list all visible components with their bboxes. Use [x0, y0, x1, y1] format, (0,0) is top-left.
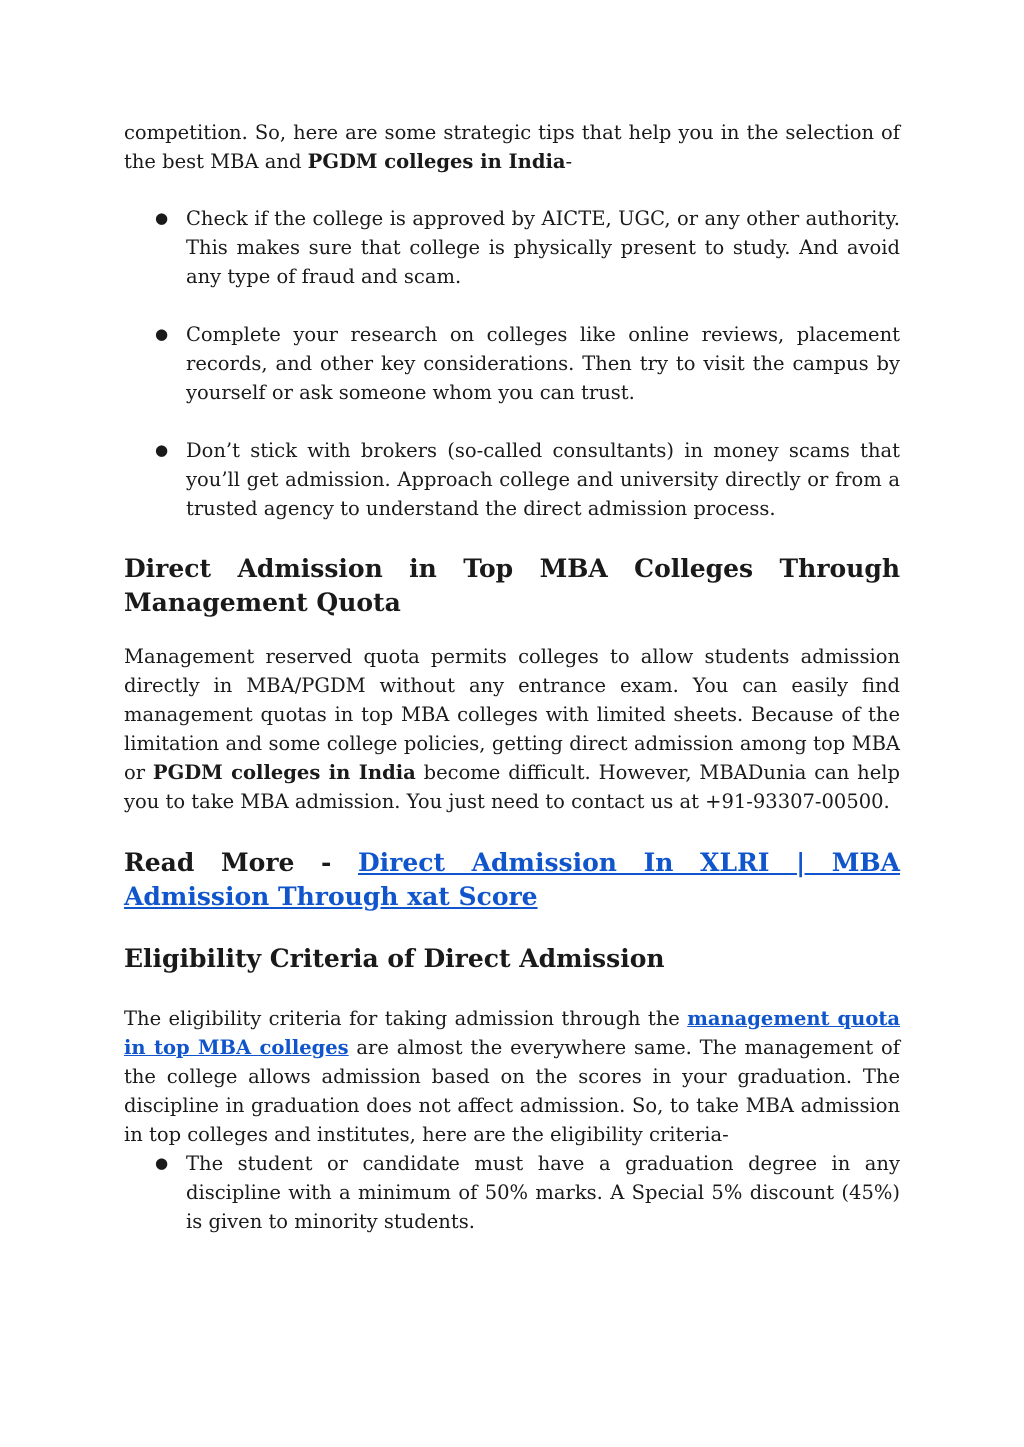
- read-more-link[interactable]: Direct Admission In XLRI | MBA Admission Through xat Score: [124, 848, 900, 911]
- list-item: [124, 320, 900, 407]
- list-item-text: Don’t stick with brokers (so-called consultants) in money scams that you’ll get admission. Approach college and university directly or from a trusted agency to understand the direct admission process.: [186, 439, 900, 520]
- intro-paragraph: [124, 118, 900, 176]
- heading-eligibility: Eligibility Criteria of Direct Admission: [124, 944, 665, 973]
- bullet-icon: ●: [155, 209, 169, 227]
- eligibility-text: The eligibility criteria for taking admission through the: [124, 1007, 688, 1030]
- direct-text: Management reserved quota permits colleges to allow students admission directly in MBA/PGDM without any entrance exam. You can easily find management quotas in top MBA colleges with limited sheets. Because of the limitation and some college policies, getting direct admission among top MBA or: [124, 645, 900, 784]
- intro-text: competition. So, here are some strategic tips that help you in the selection of the best MBA and: [124, 121, 900, 173]
- list-item: [124, 1149, 900, 1236]
- list-item-text: Check if the college is approved by AICTE, UGC, or any other authority. This makes sure that college is physically present to study. And avoid any type of fraud and scam.: [186, 207, 900, 288]
- management-quota-link[interactable]: management quota in top MBA colleges: [124, 1007, 900, 1059]
- list-item: [124, 204, 900, 291]
- bullet-icon: ●: [155, 1154, 169, 1172]
- document-page: [124, 118, 900, 1265]
- heading-direct-admission: Direct Admission in Top MBA Colleges Through Management Quota: [124, 554, 900, 617]
- eligibility-text-end: are almost the everywhere same. The management of the college allows admission based on the scores in your graduation. The discipline in graduation does not affect admission. So, to take MBA admission in top colleges and institutes, here are the eligibility criteria-: [124, 1036, 900, 1146]
- bullet-icon: ●: [155, 441, 169, 459]
- tips-list: [124, 204, 900, 523]
- read-more-prefix: Read More -: [124, 848, 358, 877]
- direct-bold-phrase: PGDM colleges in India: [152, 761, 416, 784]
- direct-admission-paragraph: [124, 642, 900, 816]
- read-more-heading: [124, 846, 900, 914]
- eligibility-paragraph: [124, 1004, 900, 1149]
- intro-text-end: -: [565, 150, 573, 173]
- direct-text-end: become difficult. However, MBADunia can help you to take MBA admission. You just need to contact us at +91-93307-00500.: [124, 761, 900, 813]
- list-item-text: Complete your research on colleges like online reviews, placement records, and other key considerations. Then try to visit the campus by yourself or ask someone whom you can trust.: [186, 323, 900, 404]
- list-item: [124, 436, 900, 523]
- criteria-list: [124, 1149, 900, 1236]
- intro-bold-phrase: PGDM colleges in India: [307, 150, 566, 173]
- bullet-icon: ●: [155, 325, 169, 343]
- list-item-text: The student or candidate must have a graduation degree in any discipline with a minimum of 50% marks. A Special 5% discount (45%) is given to minority students.: [186, 1152, 900, 1233]
